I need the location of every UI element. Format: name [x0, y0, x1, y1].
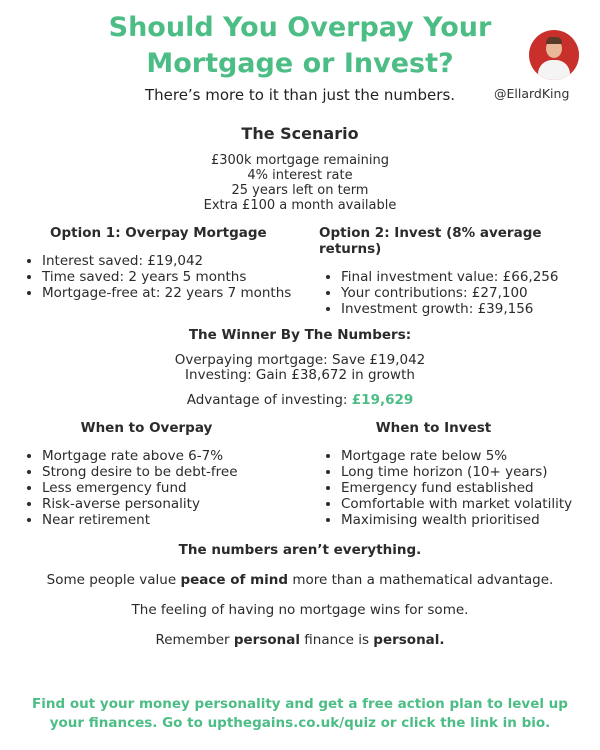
closing-paragraph-2: The feeling of having no mortgage wins for some.: [131, 602, 469, 618]
closing-title: The numbers aren’t everything.: [178, 542, 422, 558]
list-item: • Investment growth: £39,156: [341, 301, 600, 317]
scenario-line: £300k mortgage remaining: [210, 153, 390, 168]
list-item: • Mortgage rate above 6-7%: [42, 448, 303, 464]
list-item: • Mortgage rate below 5%: [341, 448, 600, 464]
title-line-2: Mortgage or Invest?: [146, 48, 454, 79]
list-item: • Interest saved: £19,042: [42, 253, 303, 269]
list-item: • Comfortable with market volatility: [341, 496, 600, 512]
scenario-title: The Scenario: [241, 124, 359, 143]
option-list: [20, 253, 303, 301]
list-item: • Risk-averse personality: [42, 496, 303, 512]
when-invest: [303, 420, 600, 528]
option-list: [317, 269, 600, 317]
avatar-hair: [546, 37, 562, 44]
winner-line: Overpaying mortgage: Save £19,042: [174, 352, 426, 368]
when-list: [317, 448, 600, 528]
text-segment: more than a mathematical advantage.: [288, 572, 554, 588]
when-section: [0, 420, 600, 528]
text-segment: finance is: [300, 632, 374, 648]
list-item: • Near retirement: [42, 512, 303, 528]
cta-line-2: your finances. Go to upthegains.co.uk/quiz or click the link in bio.: [49, 715, 551, 731]
list-item: • Time saved: 2 years 5 months: [42, 269, 303, 285]
option-invest: [303, 225, 600, 317]
winner-details: [0, 353, 600, 383]
list-item: • Less emergency fund: [42, 480, 303, 496]
avatar: [529, 30, 579, 80]
when-title: When to Invest: [375, 420, 492, 436]
option-title: Option 1: Overpay Mortgage: [50, 225, 267, 241]
page-title: [0, 10, 600, 82]
list-item: • Your contributions: £27,100: [341, 285, 600, 301]
list-item: • Final investment value: £66,256: [341, 269, 600, 285]
advantage-value: £19,629: [351, 392, 414, 408]
list-item: • Maximising wealth prioritised: [341, 512, 600, 528]
closing-paragraph-1: [0, 572, 600, 588]
scenario-line: Extra £100 a month available: [203, 198, 397, 213]
options-section: [0, 225, 600, 317]
emphasis-text: personal.: [373, 632, 445, 648]
text-segment: Some people value: [46, 572, 181, 588]
call-to-action: [12, 695, 588, 733]
avatar-shirt: [538, 60, 570, 80]
advantage-label: Advantage of investing:: [186, 392, 352, 408]
author-handle: @EllardKing: [494, 86, 570, 101]
emphasis-text: personal: [233, 632, 300, 648]
advantage-line: [0, 392, 600, 408]
list-item: • Mortgage-free at: 22 years 7 months: [42, 285, 303, 301]
list-item: • Emergency fund established: [341, 480, 600, 496]
winner-title: The Winner By The Numbers:: [188, 327, 412, 343]
header: [0, 0, 600, 112]
scenario-line: 4% interest rate: [247, 168, 353, 183]
text-segment: Remember: [155, 632, 234, 648]
option-overpay: [0, 225, 303, 317]
winner-line: Investing: Gain £38,672 in growth: [185, 367, 415, 383]
list-item: • Long time horizon (10+ years): [341, 464, 600, 480]
subtitle: There’s more to it than just the numbers.: [144, 86, 456, 104]
scenario-details: [0, 153, 600, 213]
list-item: • Strong desire to be debt-free: [42, 464, 303, 480]
scenario-line: 25 years left on term: [231, 183, 369, 198]
when-list: [20, 448, 303, 528]
when-overpay: [0, 420, 303, 528]
closing-paragraph-3: [0, 632, 600, 648]
cta-line-1: Find out your money personality and get a free action plan to level up: [32, 696, 568, 712]
emphasis-text: peace of mind: [180, 572, 289, 588]
option-title: Option 2: Invest (8% average returns): [319, 225, 542, 257]
when-title: When to Overpay: [80, 420, 213, 436]
title-line-1: Should You Overpay Your: [108, 12, 492, 43]
